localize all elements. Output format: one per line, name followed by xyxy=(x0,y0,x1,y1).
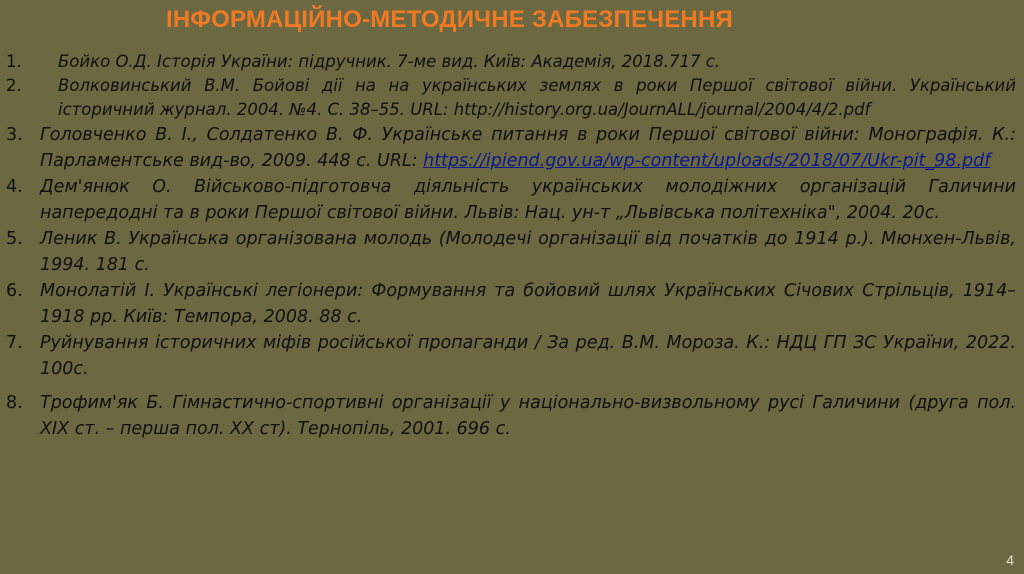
reference-number: 8. xyxy=(6,393,23,413)
reference-text: Монолатій І. Українські легіонери: Формування та бойовий шлях Українських Січових Стрільців, 1914–1918 рр. Київ: Темпора, 2008. 88 с. xyxy=(40,281,1016,327)
reference-item-3 xyxy=(6,122,1016,174)
reference-number: 7. xyxy=(6,333,23,353)
reference-url-link[interactable]: https://ipiend.gov.ua/wp-content/uploads/2018/07/Ukr-pit_98.pdf xyxy=(423,151,991,171)
reference-number: 4. xyxy=(6,177,23,197)
reference-number: 5. xyxy=(6,229,23,249)
reference-text: Головченко В. І., Солдатенко В. Ф. Українське питання в роки Першої світової війни: Монографія. К.: Парламентське вид-во, 2009. 448 с. URL: xyxy=(40,125,1016,171)
reference-item-7 xyxy=(6,330,1016,382)
page-number: 4 xyxy=(1006,552,1014,568)
reference-list xyxy=(6,50,1016,442)
reference-item-8 xyxy=(6,390,1016,442)
reference-text: Леник В. Українська організована молодь (Молодечі організації від початків до 1914 р.). Мюнхен-Львів, 1994. 181 с. xyxy=(40,229,1016,275)
reference-text-with-link xyxy=(40,122,1016,174)
reference-item-1 xyxy=(6,50,1016,74)
reference-text: Бойко О.Д. Історія України: підручник. 7-ме вид. Київ: Академія, 2018.717 с. xyxy=(58,52,721,71)
reference-text: Руйнування історичних міфів російської пропаганди / За ред. В.М. Мороза. К.: НДЦ ГП ЗС України, 2022. 100с. xyxy=(40,333,1016,379)
reference-number: 2. xyxy=(6,76,22,95)
reference-text: Трофим'як Б. Гімнастично-спортивні організації у національно-визвольному русі Галичини (друга пол. XIX ст. – перша пол. XX ст). Тернопіль, 2001. 696 с. xyxy=(40,393,1016,439)
reference-number: 6. xyxy=(6,281,23,301)
reference-item-5 xyxy=(6,226,1016,278)
reference-item-2 xyxy=(6,74,1016,122)
slide-title: ІНФОРМАЦІЙНО-МЕТОДИЧНЕ ЗАБЕЗПЕЧЕННЯ xyxy=(166,6,733,33)
reference-number: 1. xyxy=(6,52,22,71)
reference-number: 3. xyxy=(6,125,23,145)
reference-item-6 xyxy=(6,278,1016,330)
reference-text: Дем'янюк О. Військово-підготовча діяльність українських молодіжних організацій Галичини напередодні та в роки Першої світової війни. Львів: Нац. ун-т „Львівська політехніка", 2004. 20с. xyxy=(40,177,1016,223)
reference-item-4 xyxy=(6,174,1016,226)
reference-text: Волковинський В.М. Бойові дії на на українських землях в роки Першої світової війни. Український історичний журнал. 2004. №4. С. 38–55. URL: http://history.org.ua/JournALL/journal/2004/4/2.pdf xyxy=(58,76,1016,119)
